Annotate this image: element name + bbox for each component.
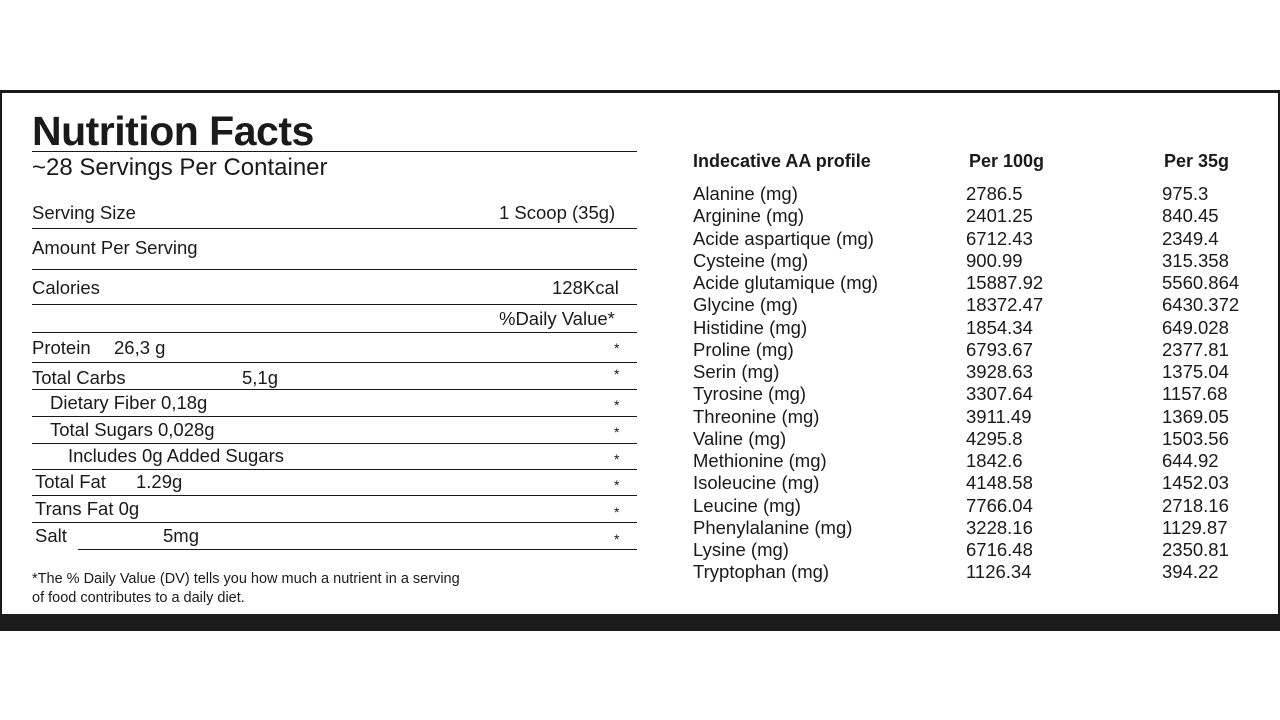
aa-row xyxy=(0,274,1280,296)
aa-per35: 975.3 xyxy=(1162,183,1209,204)
aa-name: Tryptophan (mg) xyxy=(693,561,830,583)
nutrient-label-dietary-fiber: Dietary Fiber 0,18g xyxy=(50,392,208,413)
aa-row xyxy=(0,452,1280,474)
aa-name: Tyrosine (mg) xyxy=(693,383,807,405)
aa-per35: 5560.864 xyxy=(1162,272,1240,293)
nutrient-label-total-carbs: Total Carbs xyxy=(32,367,126,388)
dv-marker-protein: * xyxy=(614,340,620,356)
aa-row xyxy=(0,563,1280,585)
aa-per35: 2349.4 xyxy=(1162,227,1219,249)
calories-value: 128Kcal xyxy=(552,277,619,298)
aa-per35: 2350.81 xyxy=(1162,539,1229,560)
aa-per100: 6793.67 xyxy=(966,338,1033,360)
aa-per35: 1503.56 xyxy=(1162,427,1229,449)
aa-per100: 1854.34 xyxy=(966,316,1033,338)
aa-name: Cysteine (mg) xyxy=(693,249,809,271)
nutrient-label-salt: Salt xyxy=(35,525,67,546)
footnote-line-2: of food contributes to a daily diet. xyxy=(32,590,245,606)
calories-label: Calories xyxy=(32,277,100,298)
aa-row xyxy=(0,541,1280,563)
nutrient-value-total-carbs: 5,1g xyxy=(242,367,279,388)
aa-per35: 315.358 xyxy=(1162,249,1229,271)
aa-row xyxy=(0,363,1280,385)
aa-row xyxy=(0,471,1280,496)
serving-size-value: 1 Scoop (35g) xyxy=(499,202,616,223)
nutrient-label-added-sugars: Includes 0g Added Sugars xyxy=(68,445,284,466)
aa-row xyxy=(0,516,1280,541)
dv-marker-trans-fat: * xyxy=(614,504,620,520)
aa-name: Serin (mg) xyxy=(693,361,780,382)
aa-name: Methionine (mg) xyxy=(693,450,827,471)
aa-per35: 2718.16 xyxy=(1162,494,1229,516)
aa-per100: 3928.63 xyxy=(966,361,1033,382)
aa-name: Leucine (mg) xyxy=(693,494,801,516)
aa-name: Threonine (mg) xyxy=(693,405,820,427)
aa-per100: 7766.04 xyxy=(966,494,1033,516)
aa-per100: 1126.34 xyxy=(966,561,1032,583)
aa-row xyxy=(0,494,1280,519)
aa-per35: 1375.04 xyxy=(1162,361,1229,382)
aa-per35: 1129.87 xyxy=(1162,516,1228,538)
aa-per100: 1842.6 xyxy=(966,450,1023,471)
nutrient-label-protein: Protein xyxy=(32,337,91,358)
aa-per100: 15887.92 xyxy=(966,272,1044,293)
dv-marker-total-sugars: * xyxy=(614,424,620,440)
aa-per100: 900.99 xyxy=(966,249,1023,271)
nutrient-label-total-sugars: Total Sugars 0,028g xyxy=(50,419,215,440)
aa-name: Proline (mg) xyxy=(693,338,794,360)
dv-marker-dietary-fiber: * xyxy=(614,397,620,413)
bottom-band xyxy=(0,614,1280,631)
dv-marker-added-sugars: * xyxy=(614,451,620,467)
nutrient-value-salt: 5mg xyxy=(163,525,199,546)
aa-row xyxy=(0,296,1280,318)
aa-per100: 4295.8 xyxy=(966,427,1023,449)
aa-row xyxy=(0,207,1280,229)
aa-per35: 1452.03 xyxy=(1162,472,1229,494)
aa-name: Isoleucine (mg) xyxy=(693,472,820,494)
aa-per35: 6430.372 xyxy=(1162,294,1240,316)
aa-name: Histidine (mg) xyxy=(693,316,808,338)
aa-per100: 4148.58 xyxy=(966,472,1033,494)
serving-size-label: Serving Size xyxy=(32,202,136,223)
aa-row xyxy=(0,405,1280,430)
aa-name: Lysine (mg) xyxy=(693,539,789,560)
aa-per35: 649.028 xyxy=(1162,316,1229,338)
aa-per35: 1157.68 xyxy=(1162,383,1228,405)
aa-per100: 18372.47 xyxy=(966,294,1044,316)
aa-per35: 840.45 xyxy=(1162,205,1219,227)
aa-per100: 2401.25 xyxy=(966,205,1033,227)
dv-marker-salt: * xyxy=(614,531,620,547)
title-divider xyxy=(32,151,637,152)
footnote-line-1: *The % Daily Value (DV) tells you how much a nutrient in a serving xyxy=(32,571,460,587)
aa-per35: 1369.05 xyxy=(1162,405,1229,427)
aa-row xyxy=(0,249,1280,274)
aa-per100: 3911.49 xyxy=(966,405,1032,427)
aa-per100: 3307.64 xyxy=(966,383,1033,405)
nutrient-value-total-fat: 1.29g xyxy=(136,471,183,492)
nutrient-label-trans-fat: Trans Fat 0g xyxy=(35,498,140,519)
servings-per-container: ~28 Servings Per Container xyxy=(32,154,328,181)
aa-name: Alanine (mg) xyxy=(693,183,798,204)
nutrient-value-protein: 26,3 g xyxy=(114,337,166,358)
aa-name: Acide aspartique (mg) xyxy=(693,227,874,249)
aa-per100-header: Per 100g xyxy=(969,151,1045,171)
aa-name: Acide glutamique (mg) xyxy=(693,272,879,293)
amount-per-serving: Amount Per Serving xyxy=(32,237,198,258)
aa-per35-header: Per 35g xyxy=(1164,151,1230,171)
aa-row xyxy=(0,185,1280,207)
aa-profile-header: Indecative AA profile xyxy=(693,151,871,171)
aa-per35: 2377.81 xyxy=(1162,338,1229,360)
aa-per100: 2786.5 xyxy=(966,183,1023,204)
aa-per35: 644.92 xyxy=(1162,450,1219,471)
aa-name: Arginine (mg) xyxy=(693,205,805,227)
aa-per100: 6712.43 xyxy=(966,227,1033,249)
aa-per100: 3228.16 xyxy=(966,516,1033,538)
daily-value-header: %Daily Value* xyxy=(499,308,615,329)
aa-per100: 6716.48 xyxy=(966,539,1033,560)
nutrition-facts-title: Nutrition Facts xyxy=(32,108,314,154)
dv-marker-total-fat: * xyxy=(614,477,620,493)
aa-name: Phenylalanine (mg) xyxy=(693,516,853,538)
nutrient-label-total-fat: Total Fat xyxy=(35,471,106,492)
aa-row xyxy=(0,385,1280,407)
aa-name: Glycine (mg) xyxy=(693,294,798,316)
aa-row xyxy=(0,227,1280,252)
aa-per35: 394.22 xyxy=(1162,561,1219,583)
dv-marker-total-carbs: * xyxy=(614,366,620,382)
aa-name: Valine (mg) xyxy=(693,427,787,449)
aa-row xyxy=(0,337,1280,363)
